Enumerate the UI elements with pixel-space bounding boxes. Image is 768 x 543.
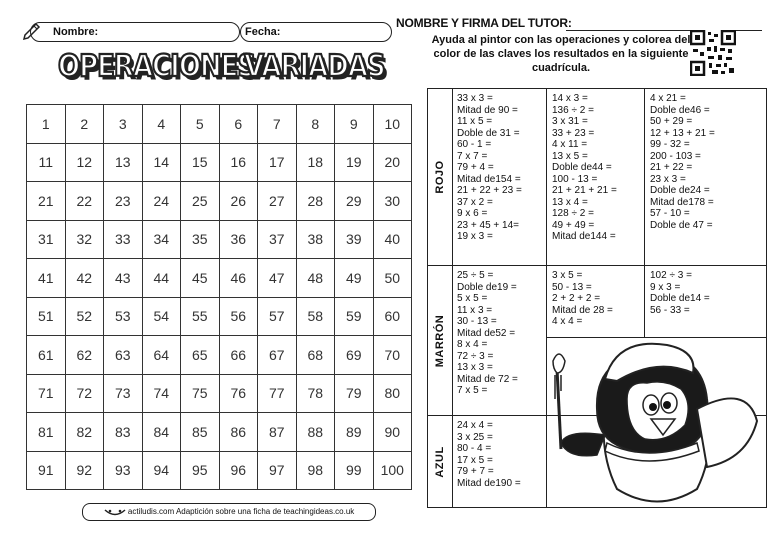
clue-item: 23 x 3 = bbox=[650, 173, 686, 185]
grid-cell[interactable]: 98 bbox=[296, 451, 335, 490]
grid-cell[interactable]: 63 bbox=[104, 336, 143, 375]
grid-cell[interactable]: 72 bbox=[65, 374, 104, 413]
grid-row bbox=[27, 374, 412, 413]
clue-item: 3 x 31 = bbox=[552, 116, 588, 127]
grid-cell[interactable]: 84 bbox=[142, 413, 181, 452]
grid-cell[interactable]: 12 bbox=[65, 143, 104, 182]
clue-item: 4 x 4 = bbox=[552, 316, 583, 327]
clue-item: 50 - 13 = bbox=[552, 281, 592, 293]
clue-row-rojo bbox=[428, 89, 766, 265]
grid-cell[interactable]: 95 bbox=[181, 451, 220, 490]
grid-cell[interactable]: 36 bbox=[219, 220, 258, 259]
clue-item: 13 x 5 = bbox=[552, 150, 588, 162]
grid-cell[interactable]: 39 bbox=[335, 220, 374, 259]
clue-item: Mitad de 90 = bbox=[457, 104, 518, 116]
clue-item: Doble de46 = bbox=[650, 104, 710, 116]
grid-cell[interactable]: 32 bbox=[65, 220, 104, 259]
grid-cell[interactable]: 94 bbox=[142, 451, 181, 490]
clue-column bbox=[547, 89, 645, 265]
grid-cell[interactable]: 75 bbox=[181, 374, 220, 413]
grid-cell[interactable]: 40 bbox=[373, 220, 412, 259]
clue-item: Doble de14 = bbox=[650, 293, 710, 304]
clue-item: 30 - 13 = bbox=[457, 316, 497, 327]
clue-item: Mitad de178 = bbox=[650, 196, 714, 208]
grid-cell[interactable]: 31 bbox=[27, 220, 66, 259]
grid-cell[interactable]: 68 bbox=[296, 336, 335, 375]
clue-item: 23 + 45 + 14= bbox=[457, 219, 520, 231]
grid-cell[interactable]: 19 bbox=[335, 143, 374, 182]
clues-panel bbox=[427, 88, 767, 508]
grid-cell[interactable]: 60 bbox=[373, 297, 412, 336]
clue-item: Doble de19 = bbox=[457, 281, 517, 293]
grid-cell[interactable]: 79 bbox=[335, 374, 374, 413]
grid-cell[interactable]: 48 bbox=[296, 259, 335, 298]
grid-cell[interactable]: 37 bbox=[258, 220, 297, 259]
clue-item: 37 x 2 = bbox=[457, 196, 493, 208]
grid-cell[interactable]: 2 bbox=[65, 105, 104, 144]
clue-item: 50 + 29 = bbox=[650, 116, 693, 127]
grid-cell[interactable]: 51 bbox=[27, 297, 66, 336]
clue-item: 8 x 4 = bbox=[457, 339, 488, 350]
grid-cell[interactable]: 67 bbox=[258, 336, 297, 375]
grid-cell[interactable]: 24 bbox=[142, 182, 181, 221]
clue-item: 9 x 3 = bbox=[650, 281, 681, 293]
grid-row bbox=[27, 105, 412, 144]
grid-cell[interactable]: 9 bbox=[335, 105, 374, 144]
grid-cell[interactable]: 77 bbox=[258, 374, 297, 413]
clue-item: 2 + 2 + 2 = bbox=[552, 293, 601, 304]
grid-cell[interactable]: 91 bbox=[27, 451, 66, 490]
clue-item: 80 - 4 = bbox=[457, 443, 492, 454]
clue-item: 33 x 3 = bbox=[457, 93, 493, 104]
grid-row bbox=[27, 220, 412, 259]
grid-cell[interactable]: 61 bbox=[27, 336, 66, 375]
grid-cell[interactable]: 82 bbox=[65, 413, 104, 452]
grid-cell[interactable]: 4 bbox=[142, 105, 181, 144]
grid-cell[interactable]: 83 bbox=[104, 413, 143, 452]
clue-column bbox=[645, 266, 766, 338]
grid-cell[interactable]: 16 bbox=[219, 143, 258, 182]
name-label: Nombre: bbox=[53, 26, 99, 38]
grid-row bbox=[27, 143, 412, 182]
grid-cell[interactable]: 20 bbox=[373, 143, 412, 182]
grid-row bbox=[27, 336, 412, 375]
grid-cell[interactable]: 73 bbox=[104, 374, 143, 413]
clue-item: Mitad de144 = bbox=[552, 231, 616, 242]
grid-cell[interactable]: 53 bbox=[104, 297, 143, 336]
clue-item: 3 x 25 = bbox=[457, 431, 493, 443]
clue-item: 19 x 3 = bbox=[457, 231, 493, 242]
grid-cell[interactable]: 18 bbox=[296, 143, 335, 182]
grid-cell[interactable]: 49 bbox=[335, 259, 374, 298]
clue-item: Mitad de190 = bbox=[457, 477, 521, 489]
grid-cell[interactable]: 8 bbox=[296, 105, 335, 144]
grid-cell[interactable]: 38 bbox=[296, 220, 335, 259]
clue-item: 5 x 5 = bbox=[457, 293, 488, 304]
grid-cell[interactable]: 1 bbox=[27, 105, 66, 144]
clue-item: 13 x 3 = bbox=[457, 362, 493, 373]
grid-cell[interactable]: 43 bbox=[104, 259, 143, 298]
grid-cell[interactable]: 58 bbox=[296, 297, 335, 336]
number-grid bbox=[26, 104, 412, 490]
grid-cell[interactable]: 26 bbox=[219, 182, 258, 221]
grid-cell[interactable]: 6 bbox=[219, 105, 258, 144]
clue-item: Doble de24 = bbox=[650, 185, 710, 196]
clue-item: 79 + 4 = bbox=[457, 162, 494, 173]
grid-cell[interactable]: 90 bbox=[373, 413, 412, 452]
clue-item: 25 ÷ 5 = bbox=[457, 270, 494, 281]
grid-cell[interactable]: 23 bbox=[104, 182, 143, 221]
name-field[interactable] bbox=[30, 22, 240, 42]
clue-item: 60 - 1 = bbox=[457, 139, 492, 150]
clue-item: 11 x 5 = bbox=[457, 116, 493, 127]
grid-cell[interactable]: 10 bbox=[373, 105, 412, 144]
clue-column bbox=[547, 266, 645, 338]
clue-item: 21 + 21 + 21 = bbox=[552, 185, 617, 196]
grid-cell[interactable]: 52 bbox=[65, 297, 104, 336]
grid-cell[interactable]: 28 bbox=[296, 182, 335, 221]
clue-column bbox=[645, 89, 766, 265]
grid-cell[interactable]: 57 bbox=[258, 297, 297, 336]
grid-cell[interactable]: 92 bbox=[65, 451, 104, 490]
grid-cell[interactable]: 59 bbox=[335, 297, 374, 336]
grid-cell[interactable]: 76 bbox=[219, 374, 258, 413]
grid-cell[interactable]: 44 bbox=[142, 259, 181, 298]
grid-cell[interactable]: 87 bbox=[258, 413, 297, 452]
grid-row bbox=[27, 297, 412, 336]
grid-cell[interactable]: 71 bbox=[27, 374, 66, 413]
grid-cell[interactable]: 97 bbox=[258, 451, 297, 490]
clue-item: 9 x 6 = bbox=[457, 208, 488, 219]
clue-item: Mitad de154 = bbox=[457, 173, 521, 185]
grid-cell[interactable]: 96 bbox=[219, 451, 258, 490]
clue-item: 56 - 33 = bbox=[650, 304, 690, 316]
row-label-azul: AZUL bbox=[428, 416, 453, 508]
grid-cell[interactable]: 13 bbox=[104, 143, 143, 182]
grid-cell[interactable]: 80 bbox=[373, 374, 412, 413]
grid-cell[interactable]: 15 bbox=[181, 143, 220, 182]
grid-row bbox=[27, 451, 412, 490]
qr-code-icon bbox=[690, 30, 736, 76]
clue-item: 7 x 7 = bbox=[457, 150, 488, 162]
grid-cell[interactable]: 33 bbox=[104, 220, 143, 259]
penguin-painter-illustration bbox=[547, 339, 766, 507]
grid-cell[interactable]: 21 bbox=[27, 182, 66, 221]
grid-cell[interactable]: 5 bbox=[181, 105, 220, 144]
grid-cell[interactable]: 47 bbox=[258, 259, 297, 298]
clue-item: 21 + 22 + 23 = bbox=[457, 185, 522, 196]
grid-cell[interactable]: 17 bbox=[258, 143, 297, 182]
grid-cell[interactable]: 42 bbox=[65, 259, 104, 298]
tutor-label: NOMBRE Y FIRMA DEL TUTOR: bbox=[396, 16, 572, 30]
grid-cell[interactable]: 34 bbox=[142, 220, 181, 259]
grid-cell[interactable]: 41 bbox=[27, 259, 66, 298]
grid-cell[interactable]: 70 bbox=[373, 336, 412, 375]
footer-credit bbox=[82, 503, 376, 521]
grid-cell[interactable]: 3 bbox=[104, 105, 143, 144]
clue-item: 12 + 13 + 21 = bbox=[650, 127, 715, 139]
row-label-marron: MARRÓN bbox=[428, 266, 453, 416]
grid-cell[interactable]: 69 bbox=[335, 336, 374, 375]
footer-text: actiludis.com Adaptición sobre una ficha de teachingideas.co.uk bbox=[127, 507, 355, 516]
clue-item: 72 ÷ 3 = bbox=[457, 350, 494, 362]
grid-cell[interactable]: 93 bbox=[104, 451, 143, 490]
title-left: OPERACIONES bbox=[58, 49, 256, 85]
row-label-rojo: ROJO bbox=[428, 89, 453, 265]
clue-item: Mitad de 28 = bbox=[552, 304, 613, 316]
clue-column bbox=[452, 89, 547, 265]
clue-item: 49 + 49 = bbox=[552, 219, 595, 231]
grid-cell[interactable]: 99 bbox=[335, 451, 374, 490]
clue-column bbox=[452, 266, 547, 416]
grid-cell[interactable]: 50 bbox=[373, 259, 412, 298]
clue-item: 100 - 13 = bbox=[552, 173, 598, 185]
grid-cell[interactable]: 89 bbox=[335, 413, 374, 452]
clue-item: 79 + 7 = bbox=[457, 466, 494, 477]
grid-cell[interactable]: 85 bbox=[181, 413, 220, 452]
grid-cell[interactable]: 45 bbox=[181, 259, 220, 298]
grid-cell[interactable]: 64 bbox=[142, 336, 181, 375]
clue-item: Mitad de52 = bbox=[457, 327, 516, 339]
grid-cell[interactable]: 30 bbox=[373, 182, 412, 221]
date-field[interactable] bbox=[240, 22, 392, 42]
clue-item: 99 - 32 = bbox=[650, 139, 690, 150]
grid-cell[interactable]: 86 bbox=[219, 413, 258, 452]
clue-item: 24 x 4 = bbox=[457, 420, 493, 431]
clue-item: 200 - 103 = bbox=[650, 150, 701, 162]
clue-item: 33 + 23 = bbox=[552, 127, 595, 139]
clue-item: 136 ÷ 2 = bbox=[552, 104, 594, 116]
clue-item: 128 ÷ 2 = bbox=[552, 208, 594, 219]
instructions: Ayuda al pintor con las operaciones y colorea del color de las claves los resultados en la siguiente cuadrícula. bbox=[431, 34, 691, 74]
grid-cell[interactable]: 35 bbox=[181, 220, 220, 259]
grid-cell[interactable]: 7 bbox=[258, 105, 297, 144]
grid-row bbox=[27, 259, 412, 298]
grid-row bbox=[27, 413, 412, 452]
clue-item: 21 + 22 = bbox=[650, 162, 693, 173]
grid-cell[interactable]: 14 bbox=[142, 143, 181, 182]
grid-cell[interactable]: 25 bbox=[181, 182, 220, 221]
title-right: VARIADAS bbox=[244, 49, 385, 85]
clue-item: 57 - 10 = bbox=[650, 208, 690, 219]
clue-item: 4 x 11 = bbox=[552, 139, 588, 150]
grid-cell[interactable]: 88 bbox=[296, 413, 335, 452]
grid-cell[interactable]: 55 bbox=[181, 297, 220, 336]
date-label: Fecha: bbox=[245, 26, 281, 38]
clue-item: Doble de 31 = bbox=[457, 127, 520, 139]
clue-item: 14 x 3 = bbox=[552, 93, 588, 104]
grid-cell[interactable]: 11 bbox=[27, 143, 66, 182]
clue-item: 4 x 21 = bbox=[650, 93, 686, 104]
clue-column bbox=[452, 416, 547, 508]
grid-cell[interactable]: 100 bbox=[373, 451, 412, 490]
clue-item: 13 x 4 = bbox=[552, 196, 588, 208]
grid-cell[interactable]: 65 bbox=[181, 336, 220, 375]
grid-cell[interactable]: 62 bbox=[65, 336, 104, 375]
grid-cell[interactable]: 66 bbox=[219, 336, 258, 375]
logo-icon bbox=[104, 507, 128, 516]
clue-item: Mitad de 72 = bbox=[457, 373, 518, 385]
grid-cell[interactable]: 78 bbox=[296, 374, 335, 413]
grid-row bbox=[27, 182, 412, 221]
clue-item: 7 x 5 = bbox=[457, 385, 488, 396]
clue-item: 17 x 5 = bbox=[457, 454, 493, 466]
grid-cell[interactable]: 22 bbox=[65, 182, 104, 221]
clue-item: 102 ÷ 3 = bbox=[650, 270, 692, 281]
grid-cell[interactable]: 56 bbox=[219, 297, 258, 336]
grid-cell[interactable]: 74 bbox=[142, 374, 181, 413]
clue-item: 11 x 3 = bbox=[457, 304, 493, 316]
grid-cell[interactable]: 81 bbox=[27, 413, 66, 452]
clue-item: Doble de44 = bbox=[552, 162, 612, 173]
clue-item: Doble de 47 = bbox=[650, 219, 713, 231]
grid-cell[interactable]: 46 bbox=[219, 259, 258, 298]
grid-cell[interactable]: 54 bbox=[142, 297, 181, 336]
grid-cell[interactable]: 29 bbox=[335, 182, 374, 221]
clue-item: 3 x 5 = bbox=[552, 270, 583, 281]
grid-cell[interactable]: 27 bbox=[258, 182, 297, 221]
